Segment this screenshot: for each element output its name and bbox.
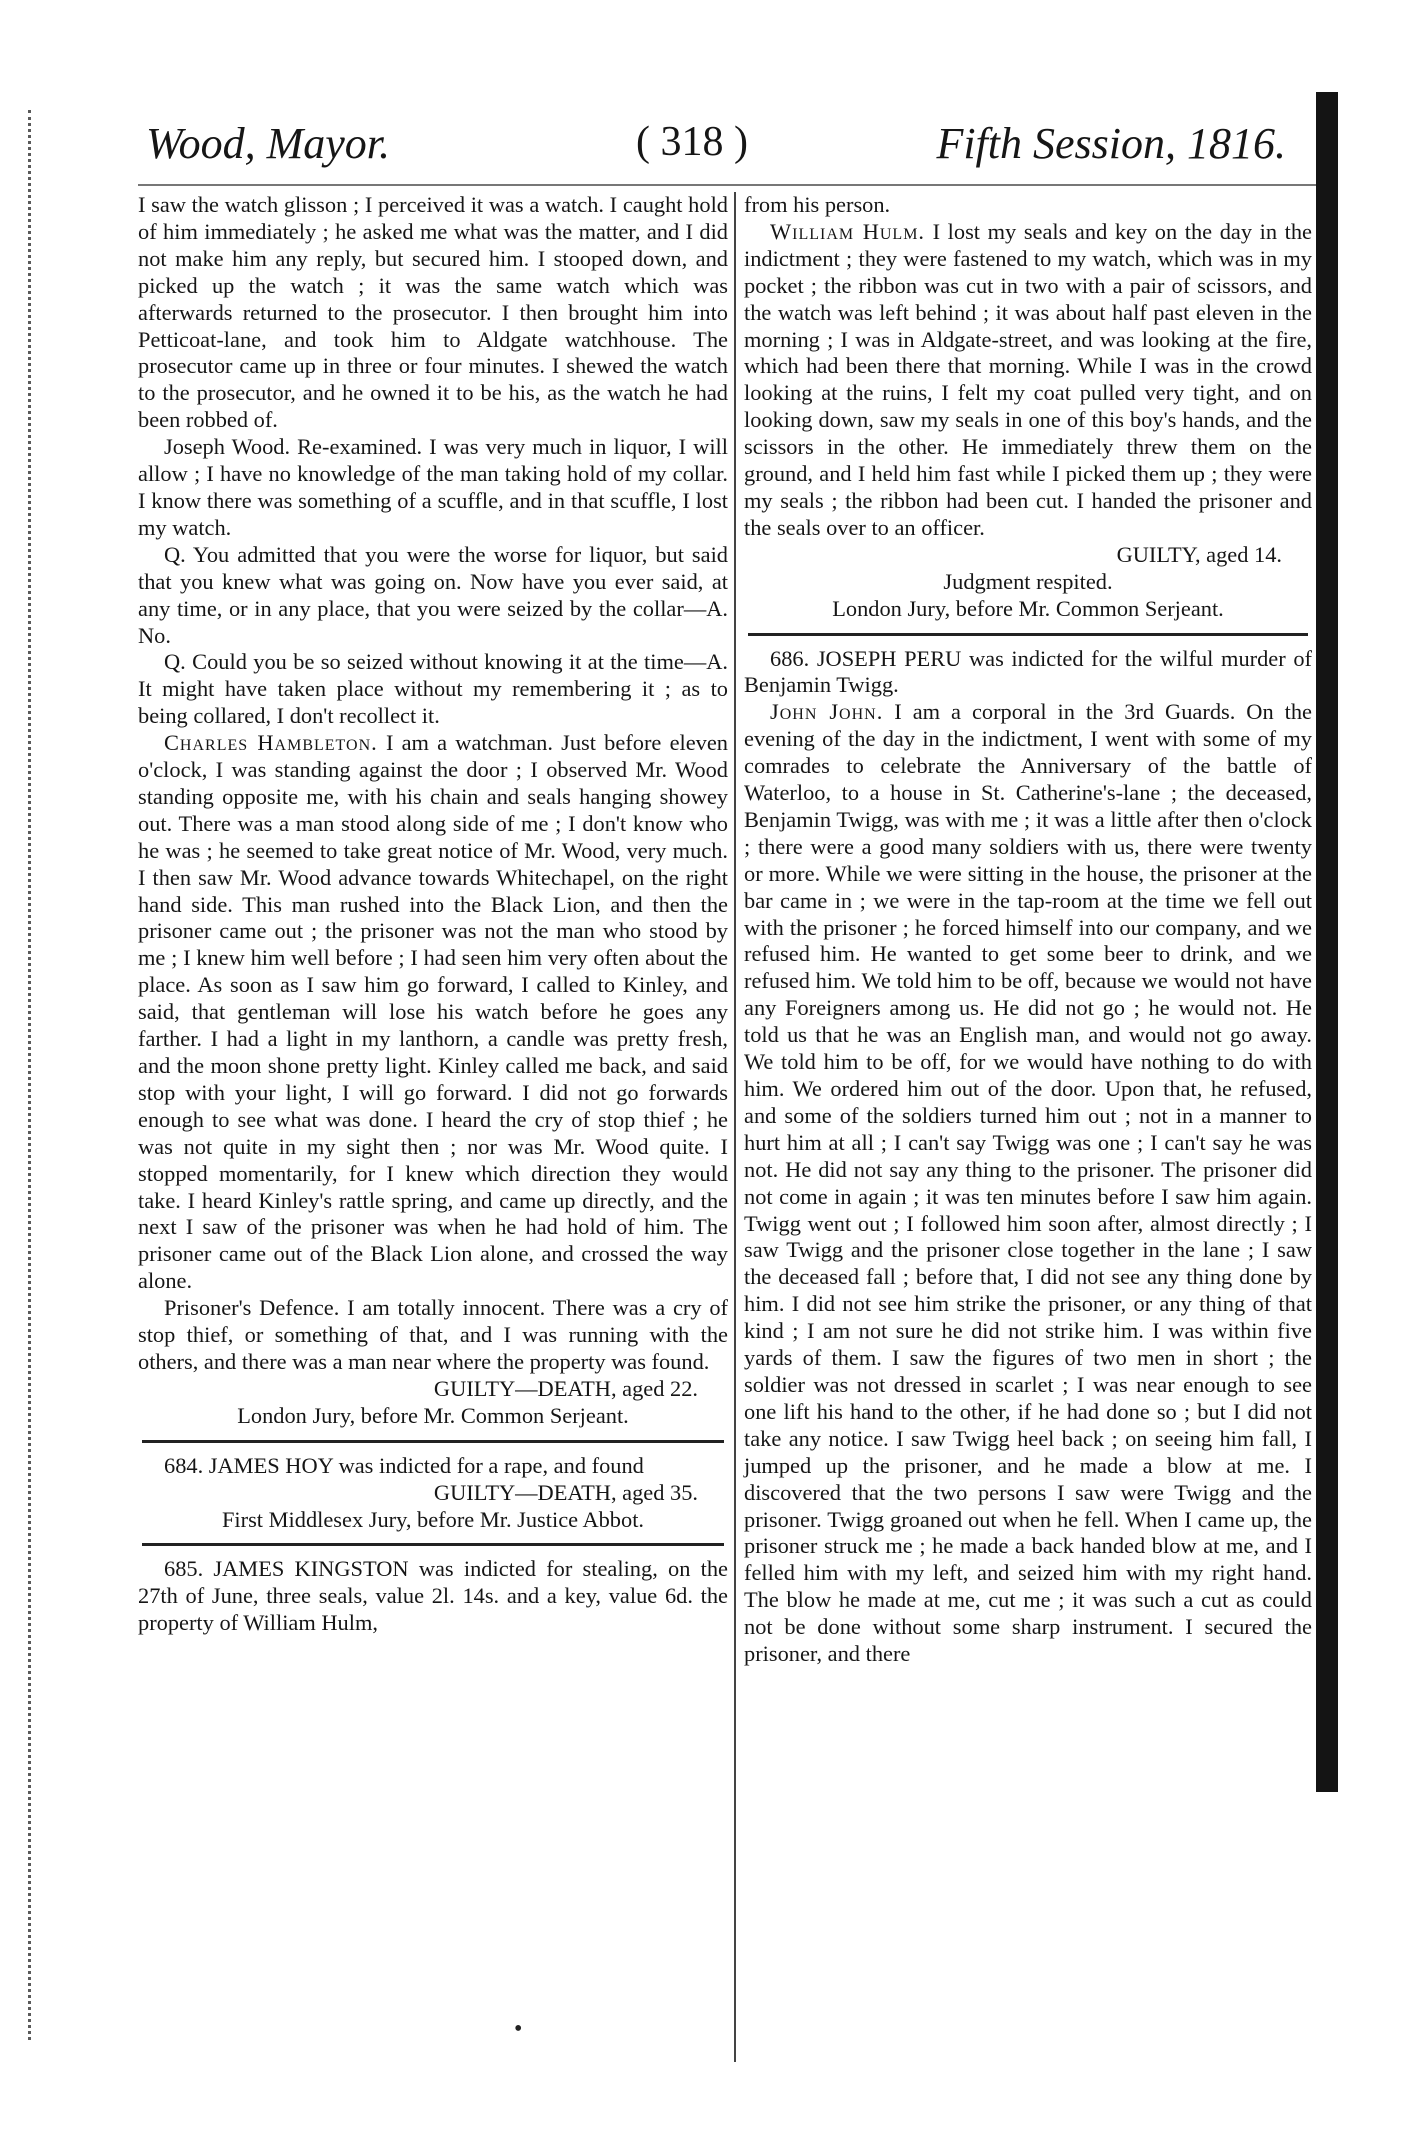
jury-line: London Jury, before Mr. Common Serjeant. bbox=[832, 595, 1224, 621]
paragraph: Q. You admitted that you were the worse for liquor, but said that you knew what was going on. Now have you ever said, at any time, or in any place, that you were seized by the collar—A. No. bbox=[138, 541, 728, 648]
case-divider bbox=[142, 1440, 724, 1443]
column-divider bbox=[734, 192, 736, 2062]
jury-line: First Middlesex Jury, before Mr. Justice Abbot. bbox=[221, 1506, 645, 1532]
jury-line: London Jury, before Mr. Common Serjeant. bbox=[237, 1402, 629, 1428]
testimony: I am a watchman. Just before eleven o'clock, I was standing against the door ; I observed Mr. Wood standing opposite me, with his chain and seals hanging showey out. There was a man stood along side of me ; I don't know who he was ; he seemed to take great notice of Mr. Wood, very much. I then saw Mr. Wood advance towards Whitechapel, on the right hand side. This man rushed into the Black Lion, and then the prisoner came out ; the prisoner was not the man who stood by me ; I knew him well before ; I had seen him very often about the place. As soon as I saw him go forward, I called to Kinley, and said, that gentleman will lose his watch before he goes any farther. I had a light in my lanthorn, a candle was pretty fresh, and the moon shone pretty light. Kinley called me back, and said stop with your light, I will go forward. I did not go forwards enough to see what was done. I heard the cry of stop thief ; he was not quite in my sight then ; nor was Mr. Wood quite. I stopped momentarily, for I knew which direction they would take. I heard Kinley's rattle spring, and came up directly, and the next I saw of the prisoner was when he had hold of him. The prisoner came out of the Black Lion alone, and crossed the way alone. bbox=[138, 730, 728, 1294]
paragraph: I saw the watch glisson ; I perceived it was a watch. I caught hold of him immediately ; he asked me what was the matter, and I did not make him any reply, but secured him. I stooped down, and picked up the watch ; it was the same watch which was afterwards returned to the prosecutor. I then brought him into Petticoat-lane, and took him to Aldgate watchhouse. The prosecutor came up in three or four minutes. I shewed the watch to the prosecutor, and he owned it to be his, as the watch he had been robbed of. bbox=[138, 192, 728, 433]
case-divider bbox=[142, 1543, 724, 1546]
testimony: I lost my seals and key on the day in the indictment ; they were fastened to my watch, which was in my pocket ; the ribbon was cut in two with a pair of scissors, and the watch was left behind ; it was about half past eleven in the morning ; I was in Aldgate-street, and was looking at the fire, which had been there that morning. While I was in the crowd looking at the ruins, I felt my coat pulled very tight, and on looking down, saw my seals in one of this boy's hands, and the scissors in the other. He immediately threw them on the ground, and I held him fast while I picked them up ; they were my seals ; the ribbon had been cut. I handed the prisoner and the seals over to an officer. bbox=[744, 218, 1312, 540]
paragraph: Q. Could you be so seized without knowing it at the time—A. It might have taken place without my remembering it ; as to being collared, I don't recollect it. bbox=[138, 649, 728, 729]
case-divider bbox=[748, 633, 1308, 636]
testimony: I am a corporal in the 3rd Guards. On the evening of the day in the indictment, I went with some of my comrades to celebrate the Anniversary of the battle of Waterloo, to a house in St. Catherine's-lane ; the deceased, Benjamin Twigg, was with me ; it was a little after then o'clock ; there were a good many soldiers with us, there were twenty or more. While we were sitting in the house, the prisoner at the bar came in ; we were in the tap-room at the time we fell out with the prisoner ; he forced himself into our company, and we refused him. He wanted to get some beer to drink, and we refused him. We told him to be off, because we would not have any Foreigners among us. He did not go ; he would not. He told us that he was an English man, and would not go away. We told him to be off, for we would have nothing to do with him. We ordered him out of the door. Upon that, he refused, and some of the soldiers turned him out ; not in a manner to hurt him at all ; I can't say Twigg was one ; I can't say he was not. He did not say any thing to the prisoner. The prisoner did not come in again ; it was ten minutes before I saw him again. Twigg went out ; I followed him soon after, almost directly ; I saw Twigg and the prisoner close together in the lane ; I saw the deceased fall ; before that, I did not see any thing done by him. I did not see him strike the prisoner, or any thing of that kind ; I am not sure he did not strike him. I was within five yards of them. I saw the figures of two men in short ; the soldier was not dressed in scarlet ; I was near enough to see one lift his hand to the other, if he had done so ; but I did not take any notice. I saw Twigg heel back ; on seeing him fall, I jumped up the prisoner, and he made a blow at me. I discovered that the two persons I saw were Twigg and the prisoner. Twigg groaned out when he fell. When I came up, the prisoner struck me ; he made a back handed blow at me, and I felled him with my left, and seized him with my right hand. The blow he made at me, cut me ; it was such a cut as could not be done without some sharp instrument. I secured the prisoner, and there bbox=[744, 699, 1312, 1667]
paragraph bbox=[138, 730, 728, 1295]
left-column bbox=[138, 192, 728, 1637]
header-right: Fifth Session, 1816. bbox=[936, 119, 1286, 168]
paragraph bbox=[744, 219, 1312, 542]
page-edge-stain bbox=[28, 110, 34, 2040]
case-heading: 686. JOSEPH PERU was indicted for the wilful murder of Benjamin Twigg. bbox=[744, 645, 1312, 698]
verdict: GUILTY—DEATH, aged 22. bbox=[433, 1375, 698, 1401]
binding-shadow bbox=[1316, 92, 1338, 1792]
verdict: GUILTY, aged 14. bbox=[1116, 541, 1282, 567]
paragraph bbox=[744, 699, 1312, 1668]
judgment-line: Judgment respited. bbox=[943, 568, 1113, 594]
document-page bbox=[28, 92, 1320, 2092]
page-number: ( 318 ) bbox=[636, 119, 748, 165]
witness-name: Charles Hambleton. bbox=[164, 730, 378, 756]
header-left: Wood, Mayor. bbox=[146, 119, 391, 168]
paragraph: Prisoner's Defence. I am totally innocent. There was a cry of stop thief, or something of that, and I was running with the others, and there was a man near where the property was found. bbox=[138, 1295, 728, 1374]
case-heading: 685. JAMES KINGSTON was indicted for stealing, on the 27th of June, three seals, value 2l. 14s. and a key, value 6d. the property of William Hulm, bbox=[138, 1556, 728, 1636]
witness-name: William Hulm. bbox=[770, 218, 926, 244]
ink-dot: • bbox=[514, 2016, 523, 2042]
right-column bbox=[744, 192, 1312, 1668]
paragraph: Joseph Wood. Re-examined. I was very much in liquor, I will allow ; I have no knowledge of the man taking hold of my collar. I know there was something of a scuffle, and in that scuffle, I lost my watch. bbox=[138, 434, 728, 540]
paragraph: from his person. bbox=[744, 192, 891, 217]
witness-name: John John. bbox=[770, 699, 884, 725]
case-heading: 684. JAMES HOY was indicted for a rape, and found bbox=[164, 1452, 644, 1478]
header-rule bbox=[138, 184, 1316, 186]
running-header bbox=[146, 110, 1306, 180]
verdict: GUILTY—DEATH, aged 35. bbox=[433, 1479, 698, 1505]
